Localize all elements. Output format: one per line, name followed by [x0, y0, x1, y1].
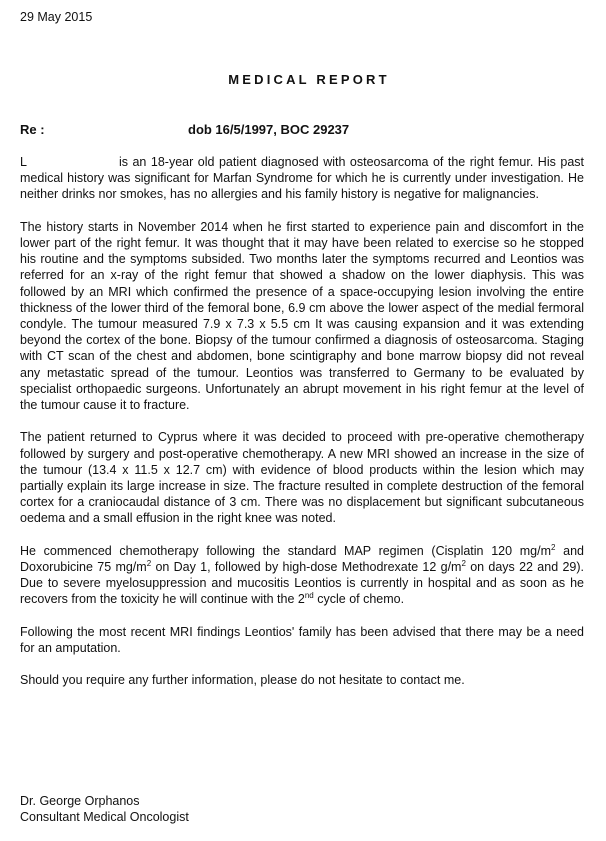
chemo-sup-3: 2	[461, 559, 466, 569]
chemo-sup-4: nd	[304, 591, 314, 601]
signatory-name: Dr. George Orphanos	[20, 794, 140, 808]
chemo-text-1: He commenced chemotherapy following the standard MAP regimen (Cisplatin 120 mg/m	[20, 543, 551, 558]
chemo-sup-2: 2	[146, 559, 152, 569]
chemo-text-2: and Doxorubicine 75 mg/m	[20, 543, 584, 575]
re-patient-details: dob 16/5/1997, BOC 29237	[188, 122, 350, 137]
paragraph-history: The history starts in November 2014 when he first started to experience pain and discomfort in the lower part of the right femur. It was thought that it may have been related to exercise so he stopped his routine and the symptoms subsided. Two months later the symptoms recurred and Leontios was referred for an x-ray of the right femur that showed a shadow on the lower diaphysis. This was followed by an MRI which confirmed the presence of a space-occupying lesion involving the entire thickness of the lower third of the femoral bone, 6.9 cm above the lower aspect of the medial fermoral condyle. The tumour measured 7.9 x 7.3 x 5.5 cm It was causing expansion and it was extending beyond the cortex of the bone. Biopsy of the tumour confirmed a diagnosis of osteosarcoma. Staging with CT scan of the chest and abdomen, bone scintigraphy and bone marrow biopsy did not reveal any metastatic spread of the tumour. Leontios was transferred to Germany to be evaluated by specialist orthopaedic surgeons. Unfortunately an abrupt movement in his right femur at the level of the tumour cause it to fracture.	[20, 219, 584, 413]
report-body	[20, 154, 584, 705]
chemo-sup-1: 2	[550, 542, 556, 552]
paragraph-contact: Should you require any further information, please do not hesitate to contact me.	[20, 673, 465, 688]
chemo-text-4: on days 22 and 29). Due to severe myelosuppression and mucositis Leontios is currently in hospital and as soon as he recovers from the toxicity he will continue with the 2	[20, 560, 584, 607]
patient-initial: L	[20, 155, 27, 169]
signature-block	[20, 793, 189, 825]
paragraph-introduction-text: is an 18-year old patient diagnosed with osteosarcoma of the right femur. His past medical history was significant for Marfan Syndrome for which he is currently under investigation. He neither drinks nor smokes, has no allergies and his family history is negative for malignancies.	[20, 155, 584, 202]
report-title: MEDICAL REPORT	[228, 72, 390, 87]
paragraph-chemotherapy	[20, 543, 584, 608]
paragraph-progression: The patient returned to Cyprus where it was decided to proceed with pre-operative chemotherapy followed by surgery and post-operative chemotherapy. A new MRI showed an increase in the size of the tumour (13.4 x 11.5 x 12.7 cm) with evidence of blood products within the lesion which may partially explain its large increase in size. The fracture resulted in complete destruction of the femoral cortex for a craniocaudal distance of 3 cm. There was no displacement but significant subcutaneous oedema and a small effusion in the right knee was noted.	[20, 430, 584, 526]
paragraph-amputation: Following the most recent MRI findings Leontios' family has been advised that there may be a need for an amputation.	[20, 624, 584, 656]
signatory-role: Consultant Medical Oncologist	[20, 810, 189, 824]
report-date: 29 May 2015	[20, 10, 93, 24]
re-label: Re :	[20, 122, 45, 137]
chemo-text-3: on Day 1, followed by high-dose Methodrexate 12 g/m	[151, 560, 462, 575]
paragraph-introduction	[20, 154, 584, 203]
chemo-text-5: cycle of chemo.	[313, 592, 405, 607]
